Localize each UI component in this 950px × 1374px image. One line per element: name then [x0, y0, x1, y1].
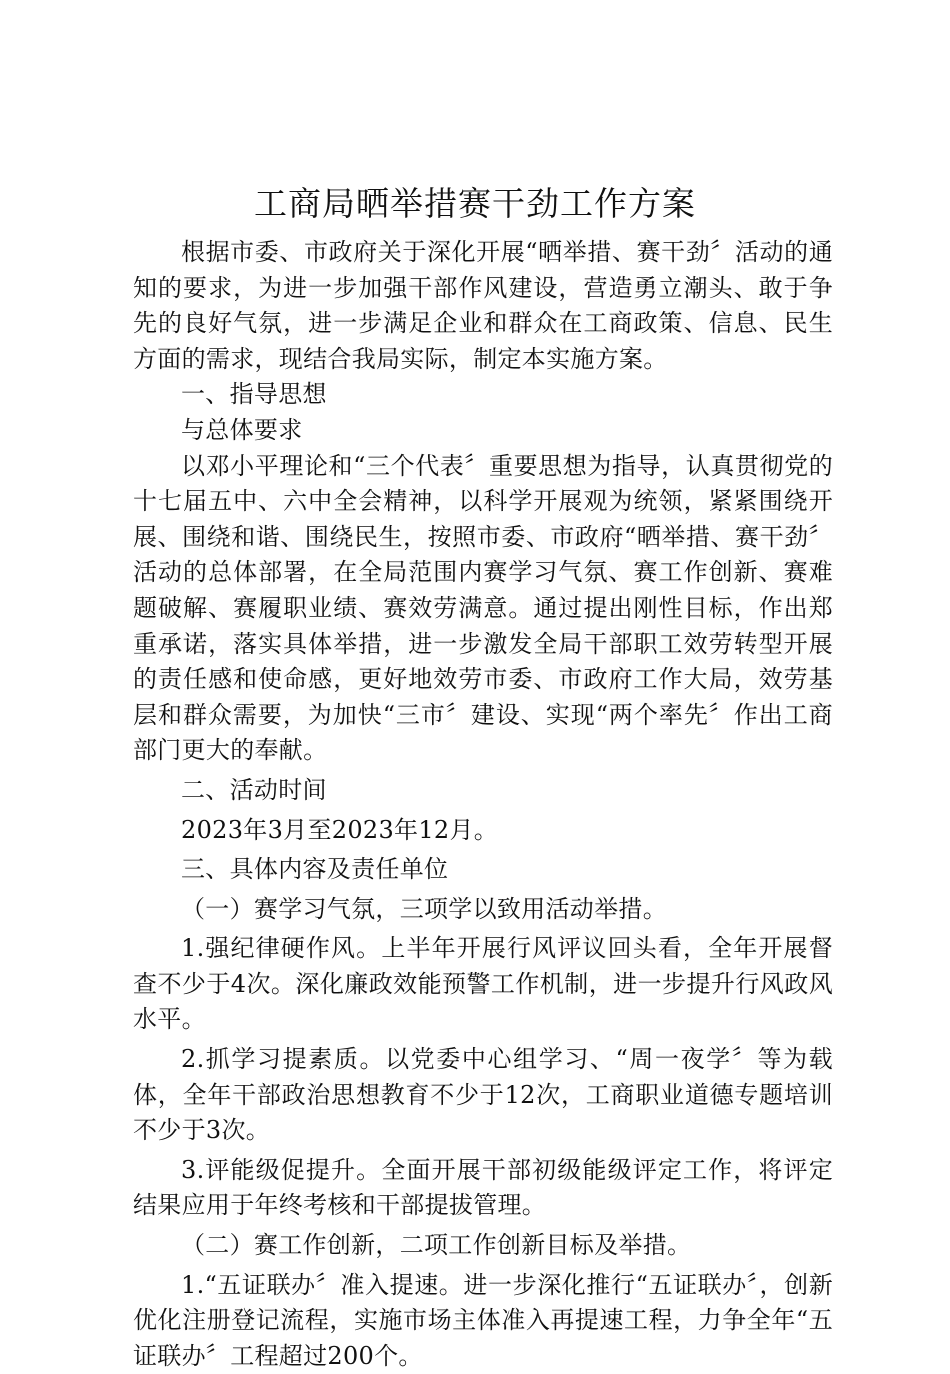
heading-specific-content: 三、具体内容及责任单位 [181, 855, 449, 884]
paragraph-guiding-content: 以邓小平理论和“三个代表〞重要思想为指导，认真贯彻党的十七届五中、六中全会精神，以科学开展观为统领，紧紧围绕开展、围绕和谐、围绕民生，按照市委、市政府“晒举措、赛干劲〞活动的总体部署，在全局范围内赛学习气氛、赛工作创新、赛难题破解、赛履职业绩、赛效劳满意。通过提出刚性目标，作出郑重承诺，落实具体举措，进一步激发全局干部职工效劳转型开展的责任感和使命感，更好地效劳市委、市政府工作大局，效劳基层和群众需要，为加快“三市〞建设、实现“两个率先〞作出工商部门更大的奉献。 [133, 451, 833, 765]
heading-activity-time: 二、活动时间 [181, 775, 327, 804]
heading-general-requirements: 与总体要求 [181, 415, 303, 444]
document-title: 工商局晒举措赛干劲工作方案 [254, 184, 696, 223]
document-body [133, 235, 833, 1374]
list-item-study: 2.抓学习提素质。以党委中心组学习、“周一夜学〞等为载体，全年干部政治思想教育不少于12次，工商职业道德专题培训不少于3次。 [133, 1045, 833, 1145]
subheading-study-atmosphere: （一）赛学习气氛，三项学以致用活动举措。 [181, 894, 667, 923]
list-item-discipline: 1.强纪律硬作风。上半年开展行风评议回头看，全年开展督查不少于4次。深化廉政效能预警工作机制，进一步提升行风政风水平。 [133, 934, 833, 1034]
list-item-evaluation: 3.评能级促提升。全面开展干部初级能级评定工作，将评定结果应用于年终考核和干部提拔管理。 [133, 1155, 833, 1220]
paragraph-activity-time: 2023年3月至2023年12月。 [181, 815, 499, 844]
paragraph-intro: 根据市委、市政府关于深化开展“晒举措、赛干劲〞活动的通知的要求，为进一步加强干部作风建设，营造勇立潮头、敢于争先的良好气氛，进一步满足企业和群众在工商政策、信息、民生方面的需求，现结合我局实际，制定本实施方案。 [133, 238, 833, 373]
list-item-five-certificates: 1.“五证联办〞准入提速。进一步深化推行“五证联办〞，创新优化注册登记流程，实施市场主体准入再提速工程，力争全年“五证联办〞工程超过200个。 [133, 1270, 833, 1370]
heading-guiding-thought: 一、指导思想 [181, 380, 327, 409]
subheading-innovation: （二）赛工作创新，二项工作创新目标及举措。 [181, 1231, 692, 1260]
